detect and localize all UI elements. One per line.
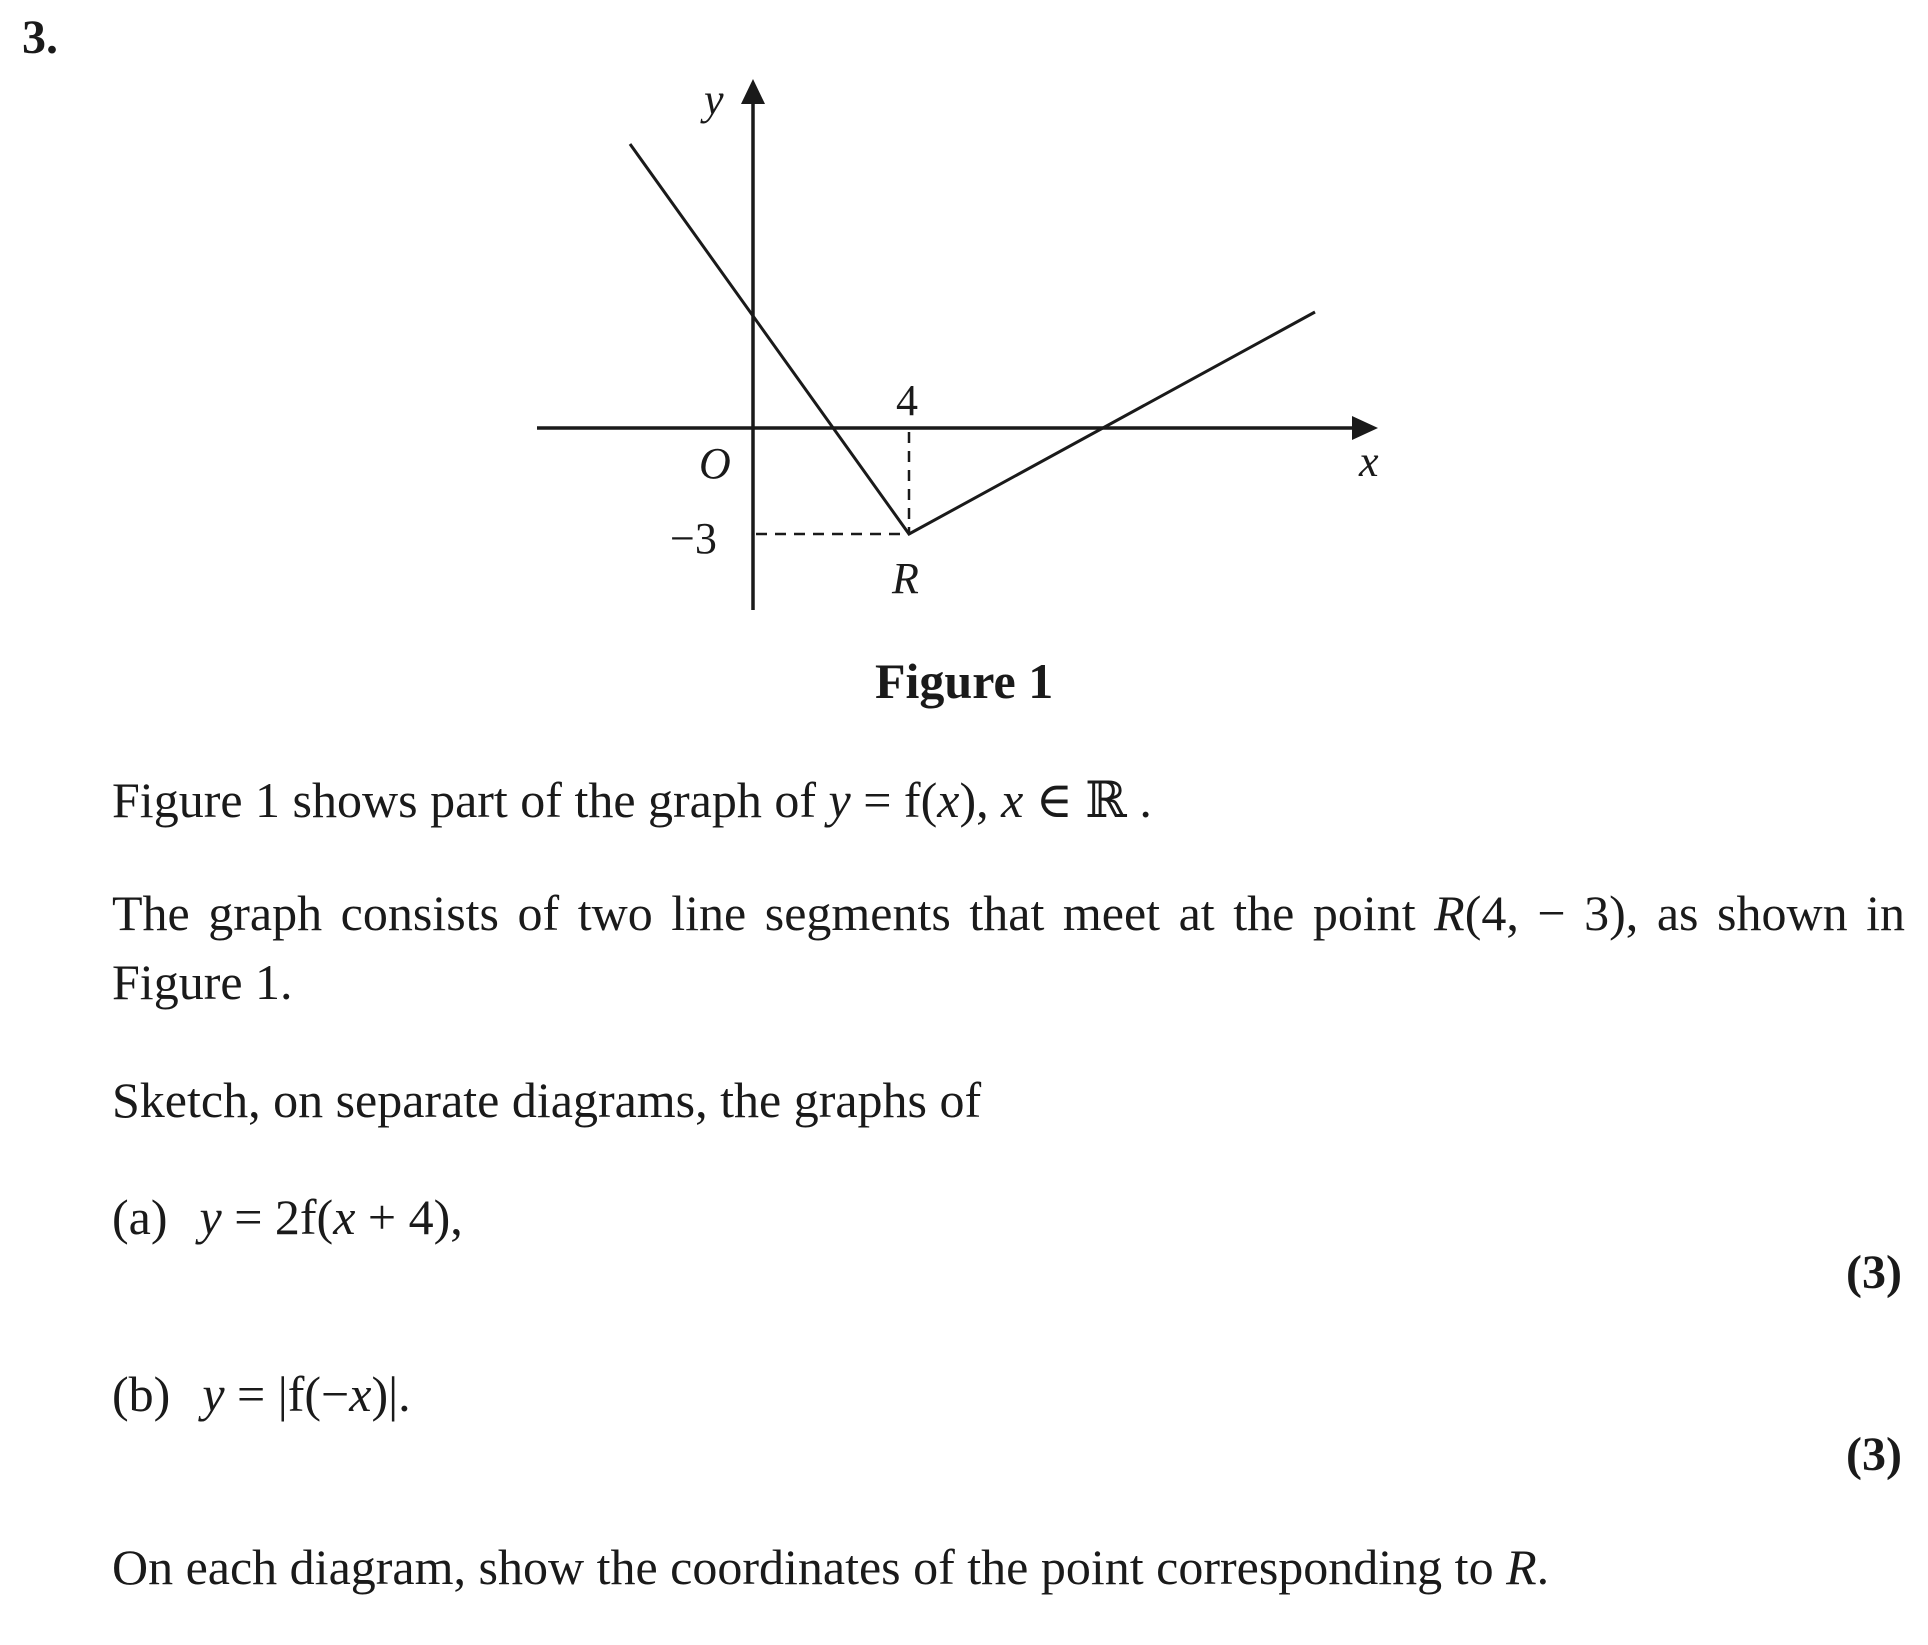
question-number: 3.: [22, 11, 58, 64]
instruction-text: Sketch, on separate diagrams, the graphs of: [112, 1072, 982, 1128]
part-b-marks: (3): [1846, 1428, 1902, 1481]
math-eq: = 2f(: [221, 1189, 334, 1245]
math-eq: = f(: [850, 772, 938, 828]
math-eq-end: + 4),: [355, 1189, 463, 1245]
point-r: R: [1434, 885, 1465, 941]
point-r: R: [1506, 1539, 1537, 1595]
description-line-1: [112, 885, 1905, 942]
math-close: ),: [959, 772, 1002, 828]
math-eq: = |f(−: [224, 1366, 350, 1422]
math-x2: x: [1001, 772, 1024, 828]
math-y: y: [199, 1189, 222, 1245]
part-b: [112, 1366, 411, 1422]
description-line-2: Figure 1.: [112, 954, 293, 1010]
graph-f-of-x: [630, 144, 1315, 534]
figure-1-graph: [0, 0, 1928, 640]
y-axis-label: y: [704, 75, 724, 124]
math-x: x: [333, 1189, 356, 1245]
origin-label: O: [699, 439, 731, 488]
x-axis-label: x: [1359, 437, 1379, 486]
description-prefix: The graph consists of two line segments that meet at the point: [112, 885, 1435, 941]
part-b-label: (b): [112, 1366, 171, 1422]
part-a-marks: (3): [1846, 1246, 1902, 1299]
intro-text: [112, 772, 1152, 828]
point-r-coords: (4, − 3),: [1464, 885, 1639, 941]
y-axis-arrow-icon: [741, 79, 765, 104]
x-tick-label: 4: [896, 376, 918, 425]
figure-caption: Figure 1: [875, 653, 1054, 709]
y-tick-label: −3: [670, 514, 717, 563]
math-domain: ∈ ℝ .: [1023, 772, 1152, 828]
math-x: x: [937, 772, 960, 828]
math-x: x: [349, 1366, 372, 1422]
point-r-label: R: [892, 554, 919, 603]
part-a: [112, 1189, 463, 1245]
closing-prefix: On each diagram, show the coordinates of the point corresponding to: [112, 1539, 1507, 1595]
part-a-label: (a): [112, 1189, 168, 1245]
math-eq-end: )|.: [371, 1366, 411, 1422]
intro-prefix: Figure 1 shows part of the graph of: [112, 772, 829, 828]
description-suffix: as shown in: [1638, 885, 1906, 941]
math-y: y: [202, 1366, 225, 1422]
closing-text: [112, 1539, 1550, 1595]
math-y: y: [828, 772, 851, 828]
closing-end: .: [1536, 1539, 1550, 1595]
